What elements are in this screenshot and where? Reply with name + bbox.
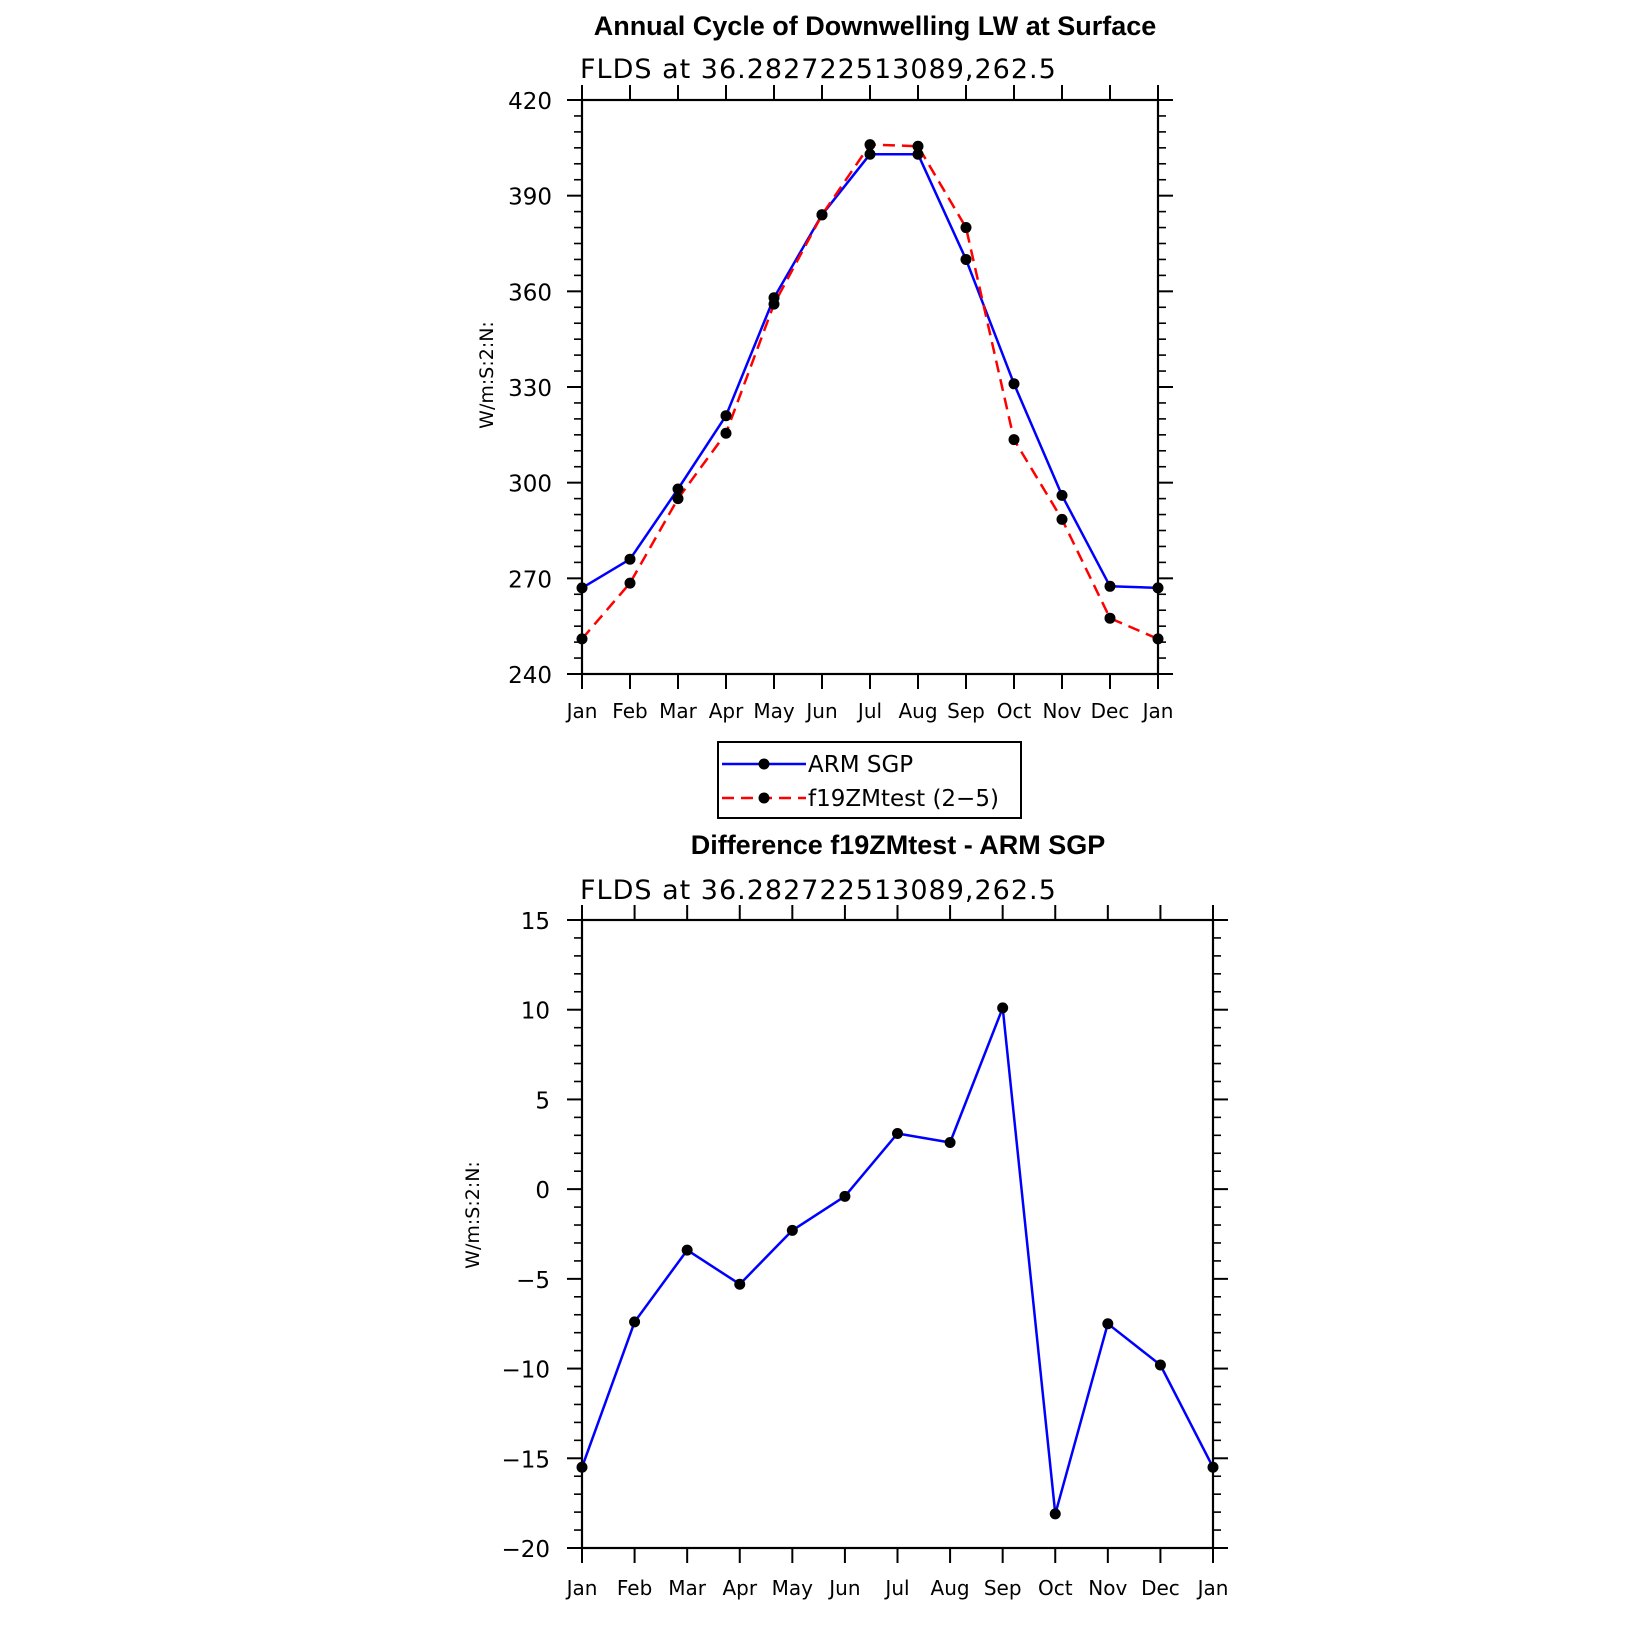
y-tick-label: 240 (508, 663, 552, 689)
data-point (787, 1225, 798, 1236)
y-tick-label: 0 (535, 1178, 550, 1205)
series-line-obs (582, 154, 1158, 588)
y-tick-labels (501, 909, 550, 1563)
data-point (673, 493, 684, 504)
legend-marker-model (759, 793, 770, 804)
data-point (1050, 1508, 1061, 1519)
data-point (629, 1316, 640, 1327)
y-axis-title: W/m:S:2:N: (476, 321, 498, 429)
y-tick-label: 15 (520, 909, 550, 935)
data-point (721, 410, 732, 421)
data-point (734, 1279, 745, 1290)
axis-ticks (567, 85, 1173, 689)
chart-subtitle: FLDS at 36.282722513089,262.5 (580, 54, 1057, 85)
x-tick-label: Dec (1141, 1576, 1180, 1600)
x-tick-label: Jul (885, 1576, 910, 1600)
data-point (673, 484, 684, 495)
data-point (625, 578, 636, 589)
x-tick-label: Jun (806, 699, 838, 723)
data-point (1102, 1318, 1113, 1329)
chart-subtitle: FLDS at 36.282722513089,262.5 (580, 875, 1057, 906)
x-tick-label: Sep (947, 699, 985, 723)
data-point (945, 1137, 956, 1148)
data-point (721, 428, 732, 439)
x-tick-labels (565, 699, 1174, 723)
data-point (865, 149, 876, 160)
y-tick-label: 270 (508, 567, 552, 594)
data-point (865, 139, 876, 150)
series-markers (577, 1002, 1219, 1519)
y-tick-label: 420 (508, 89, 552, 115)
data-point (577, 582, 588, 593)
data-point (1155, 1359, 1166, 1370)
data-point (1208, 1462, 1219, 1473)
y-tick-label: 330 (508, 376, 552, 402)
x-tick-label: Nov (1042, 699, 1082, 723)
data-point (682, 1245, 693, 1256)
x-tick-label: Mar (659, 699, 697, 723)
series-line-obs (582, 1008, 1213, 1514)
y-tick-label: 300 (508, 471, 552, 498)
y-tick-label: −5 (516, 1267, 550, 1294)
data-point (577, 633, 588, 644)
x-tick-label: May (753, 699, 795, 723)
x-tick-label: Feb (616, 1576, 653, 1600)
plot-area (582, 920, 1213, 1548)
x-tick-label: Sep (983, 1576, 1022, 1600)
x-tick-label: May (771, 1576, 814, 1600)
x-tick-label: Jun (829, 1576, 861, 1600)
x-tick-label: Jul (857, 699, 883, 723)
x-tick-label: Aug (930, 1576, 970, 1600)
x-tick-label: Dec (1090, 699, 1130, 723)
plot-area (582, 100, 1158, 674)
series-line-model (582, 145, 1158, 639)
legend-label-obs: ARM SGP (808, 752, 914, 778)
x-tick-label: Aug (898, 699, 938, 723)
data-point (839, 1191, 850, 1202)
y-tick-label: 360 (508, 280, 552, 307)
annual-cycle-chart (476, 11, 1173, 723)
data-point (769, 299, 780, 310)
x-tick-label: Jan (1142, 699, 1174, 723)
x-tick-label: Jan (566, 1576, 598, 1600)
data-point (1057, 514, 1068, 525)
difference-chart (462, 830, 1228, 1600)
series-lines (582, 1008, 1213, 1514)
x-tick-labels (565, 1576, 1229, 1600)
y-tick-label: −10 (501, 1357, 550, 1384)
y-tick-label: 10 (520, 998, 550, 1025)
data-point (1057, 490, 1068, 501)
data-point (577, 1462, 588, 1473)
data-point (1153, 582, 1164, 593)
data-point (817, 209, 828, 220)
x-tick-label: Oct (996, 699, 1032, 723)
series-lines (582, 145, 1158, 639)
data-point (625, 554, 636, 565)
data-point (1105, 581, 1116, 592)
y-tick-label: −15 (501, 1447, 550, 1474)
data-point (961, 222, 972, 233)
x-tick-label: Apr (708, 699, 744, 723)
plot-frame (582, 100, 1158, 674)
legend (718, 742, 1021, 818)
data-point (1009, 378, 1020, 389)
x-tick-label: Feb (612, 699, 648, 723)
chart-title: Difference f19ZMtest - ARM SGP (690, 830, 1106, 860)
data-point (1105, 613, 1116, 624)
series-markers (577, 139, 1164, 644)
y-tick-label: −20 (501, 1537, 550, 1563)
x-tick-label: Jan (566, 699, 598, 723)
x-tick-label: Oct (1037, 1576, 1073, 1600)
x-tick-label: Jan (1197, 1576, 1229, 1600)
data-point (1009, 434, 1020, 445)
data-point (913, 141, 924, 152)
data-point (997, 1002, 1008, 1013)
legend-label-model: f19ZMtest (2−5) (808, 786, 999, 812)
legend-marker-obs (759, 759, 770, 770)
y-tick-label: 5 (535, 1088, 550, 1115)
chart-title: Annual Cycle of Downwelling LW at Surface (593, 11, 1157, 41)
plot-frame (582, 920, 1213, 1548)
data-point (892, 1128, 903, 1139)
y-tick-labels (508, 89, 552, 689)
x-tick-label: Mar (668, 1576, 707, 1600)
x-tick-label: Apr (722, 1576, 758, 1600)
y-tick-label: 390 (508, 184, 552, 211)
y-axis-title: W/m:S:2:N: (462, 1161, 484, 1269)
axis-ticks (567, 905, 1228, 1563)
data-point (961, 254, 972, 265)
data-point (1153, 633, 1164, 644)
x-tick-label: Nov (1088, 1576, 1128, 1600)
